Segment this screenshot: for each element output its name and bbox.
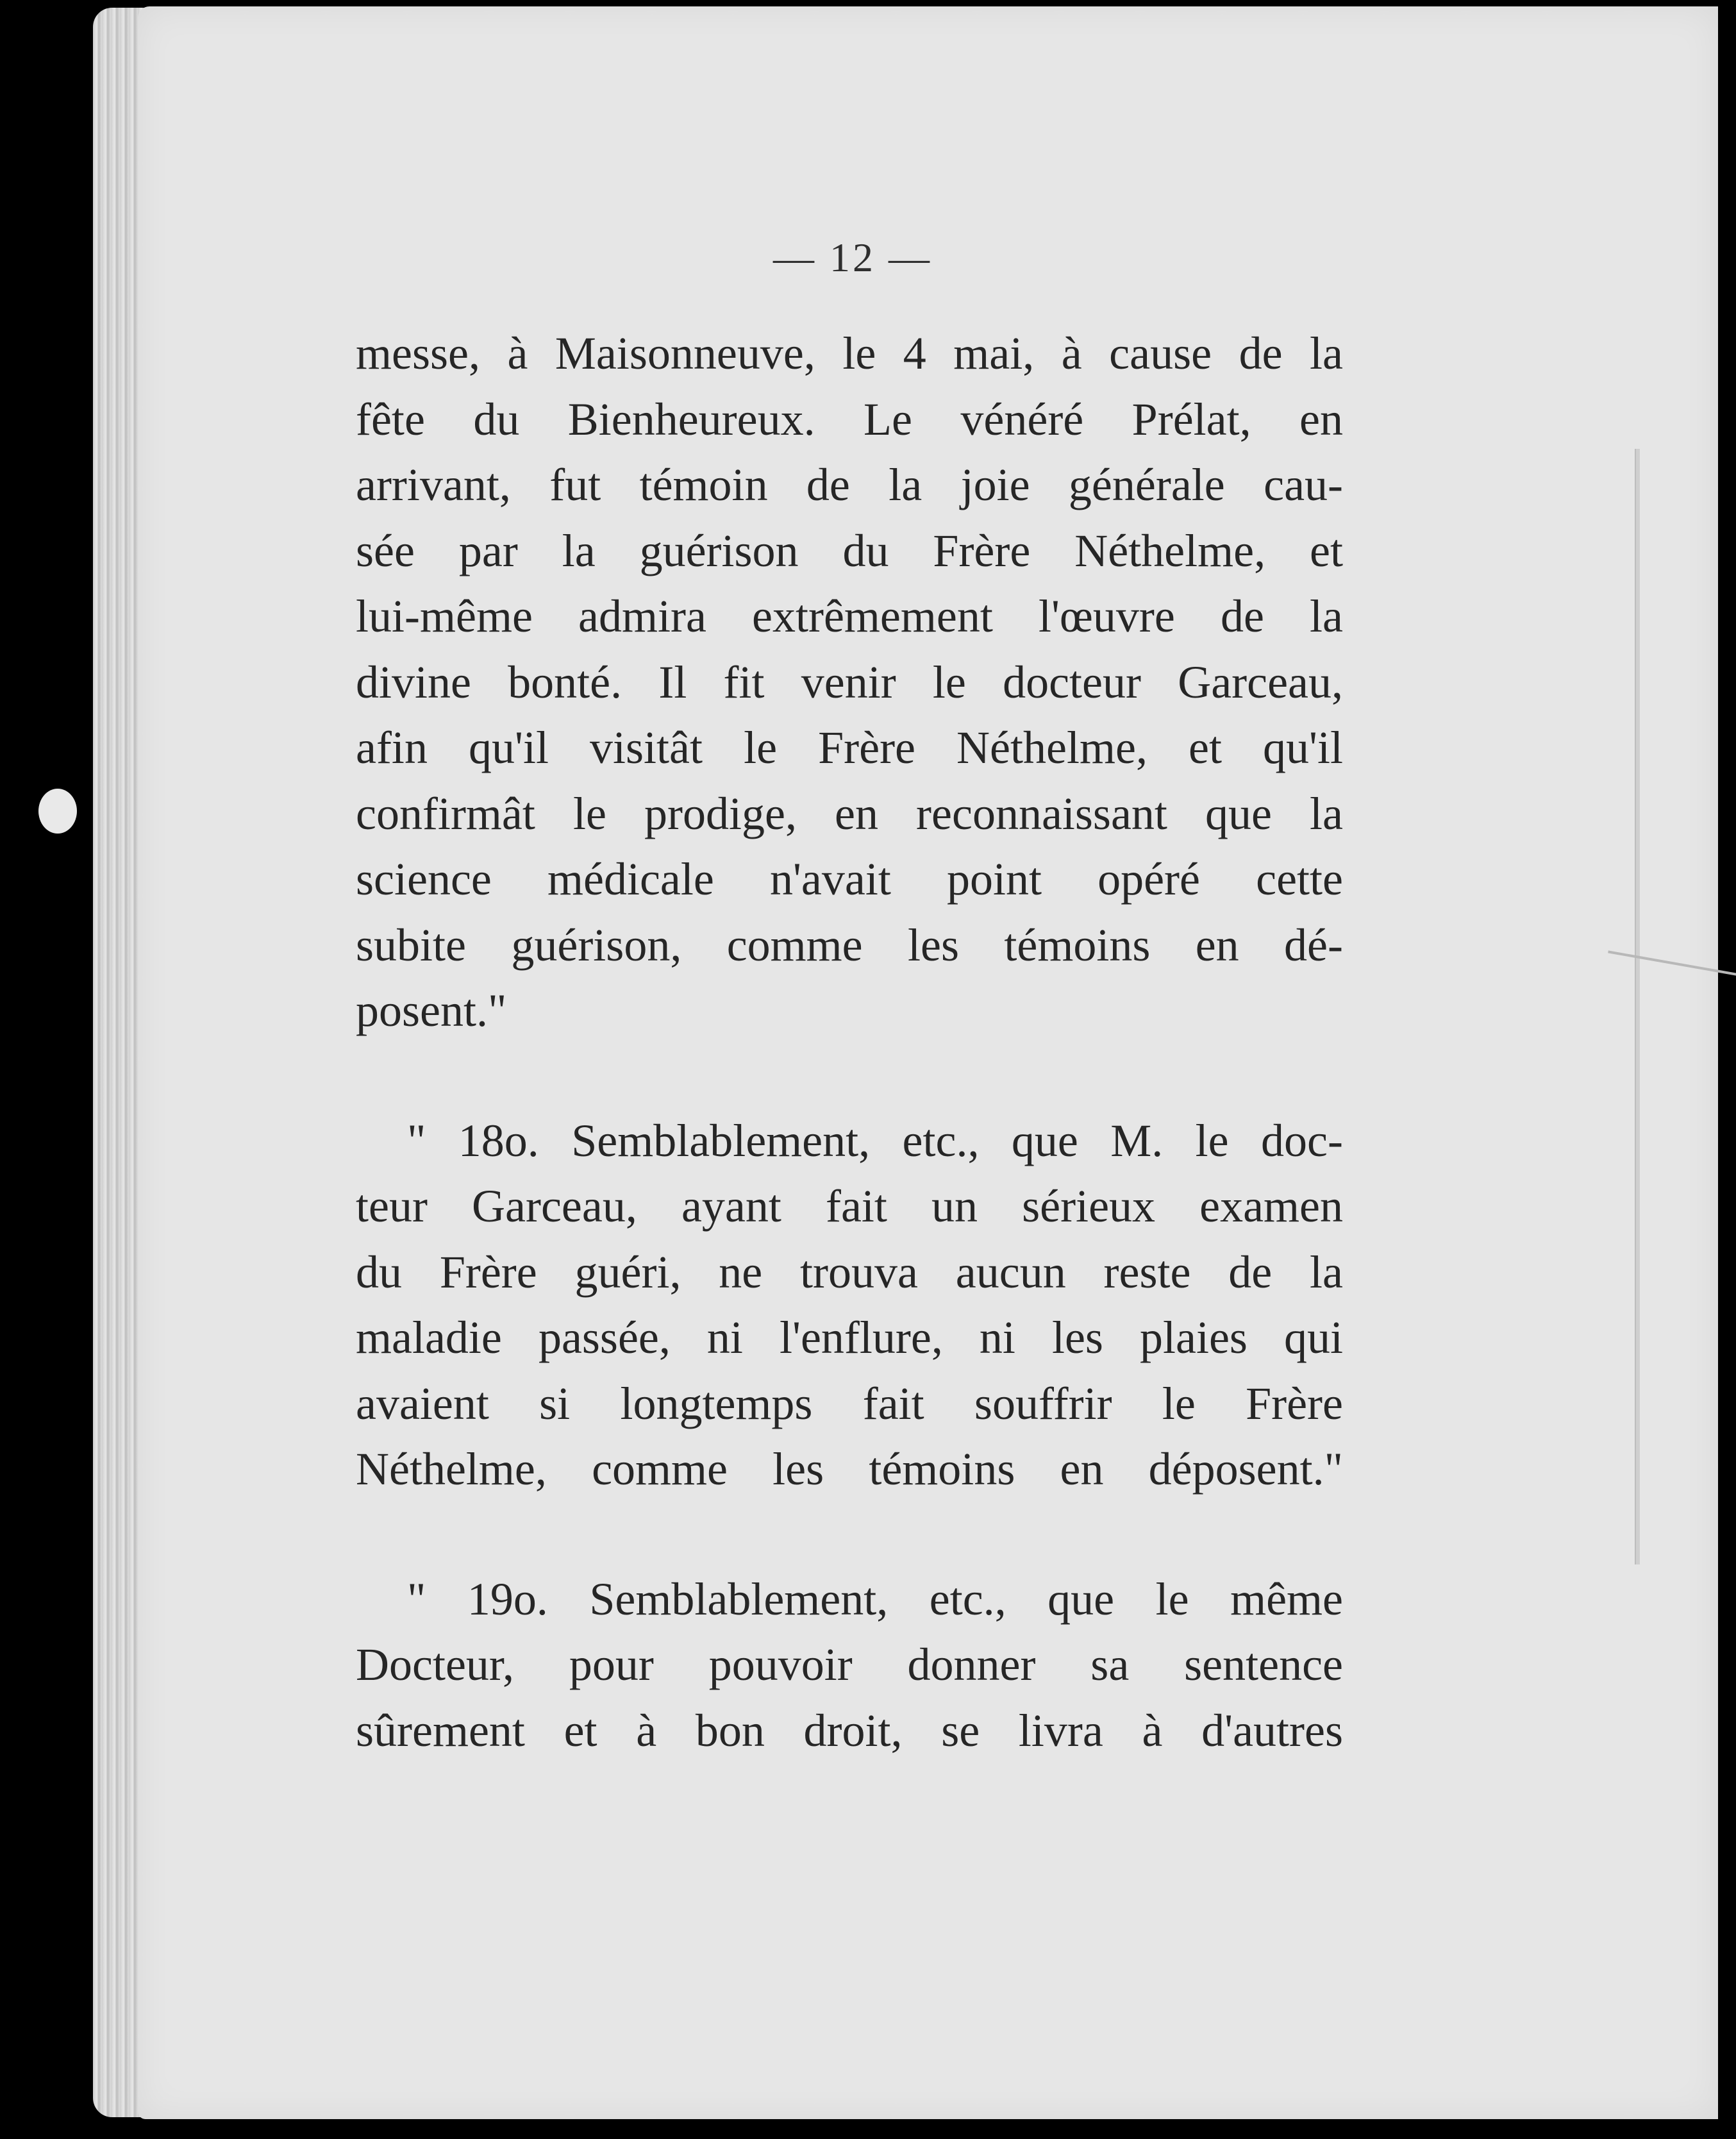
- text-line: " 19o. Semblablement, etc., que le même: [407, 1573, 1343, 1625]
- paragraph-2: [356, 1108, 1343, 1502]
- text-line: science médicale n'avait point opéré cette: [356, 853, 1343, 905]
- scan-speck: [38, 789, 77, 834]
- text-line: du Frère guéri, ne trouva aucun reste de la: [356, 1246, 1343, 1298]
- text-line: Docteur, pour pouvoir donner sa sentence: [356, 1639, 1343, 1690]
- text-line: " 18o. Semblablement, etc., que M. le doc-: [407, 1114, 1343, 1166]
- text-line: sûrement et à bon droit, se livra à d'autres: [356, 1704, 1343, 1756]
- text-line: sée par la guérison du Frère Néthelme, et: [356, 524, 1343, 576]
- text-line: afin qu'il visitât le Frère Néthelme, et qu'il: [356, 722, 1343, 773]
- text-line: fête du Bienheureux. Le vénéré Prélat, en: [356, 393, 1343, 445]
- text-line: avaient si longtemps fait souffrir le Frère: [356, 1377, 1343, 1429]
- text-line: divine bonté. Il fit venir le docteur Garceau,: [356, 656, 1343, 708]
- text-line: teur Garceau, ayant fait un sérieux examen: [356, 1180, 1343, 1232]
- text-line: posent.": [356, 985, 507, 1036]
- paragraph-1: [356, 321, 1343, 1044]
- text-line: maladie passée, ni l'enflure, ni les plaies qui: [356, 1312, 1343, 1363]
- text-line: lui-même admira extrêmement l'œuvre de la: [356, 591, 1343, 642]
- page-number: — 12 —: [773, 235, 932, 280]
- text-line: Néthelme, comme les témoins en déposent.": [356, 1443, 1343, 1495]
- body-text: [356, 321, 1343, 1763]
- text-line: subite guérison, comme les témoins en dé-: [356, 919, 1343, 971]
- paragraph-3: [356, 1566, 1343, 1764]
- text-line: confirmât le prodige, en reconnaissant que la: [356, 787, 1343, 839]
- text-line: messe, à Maisonneuve, le 4 mai, à cause de la: [356, 328, 1343, 379]
- text-line: arrivant, fut témoin de la joie générale cau-: [356, 459, 1343, 510]
